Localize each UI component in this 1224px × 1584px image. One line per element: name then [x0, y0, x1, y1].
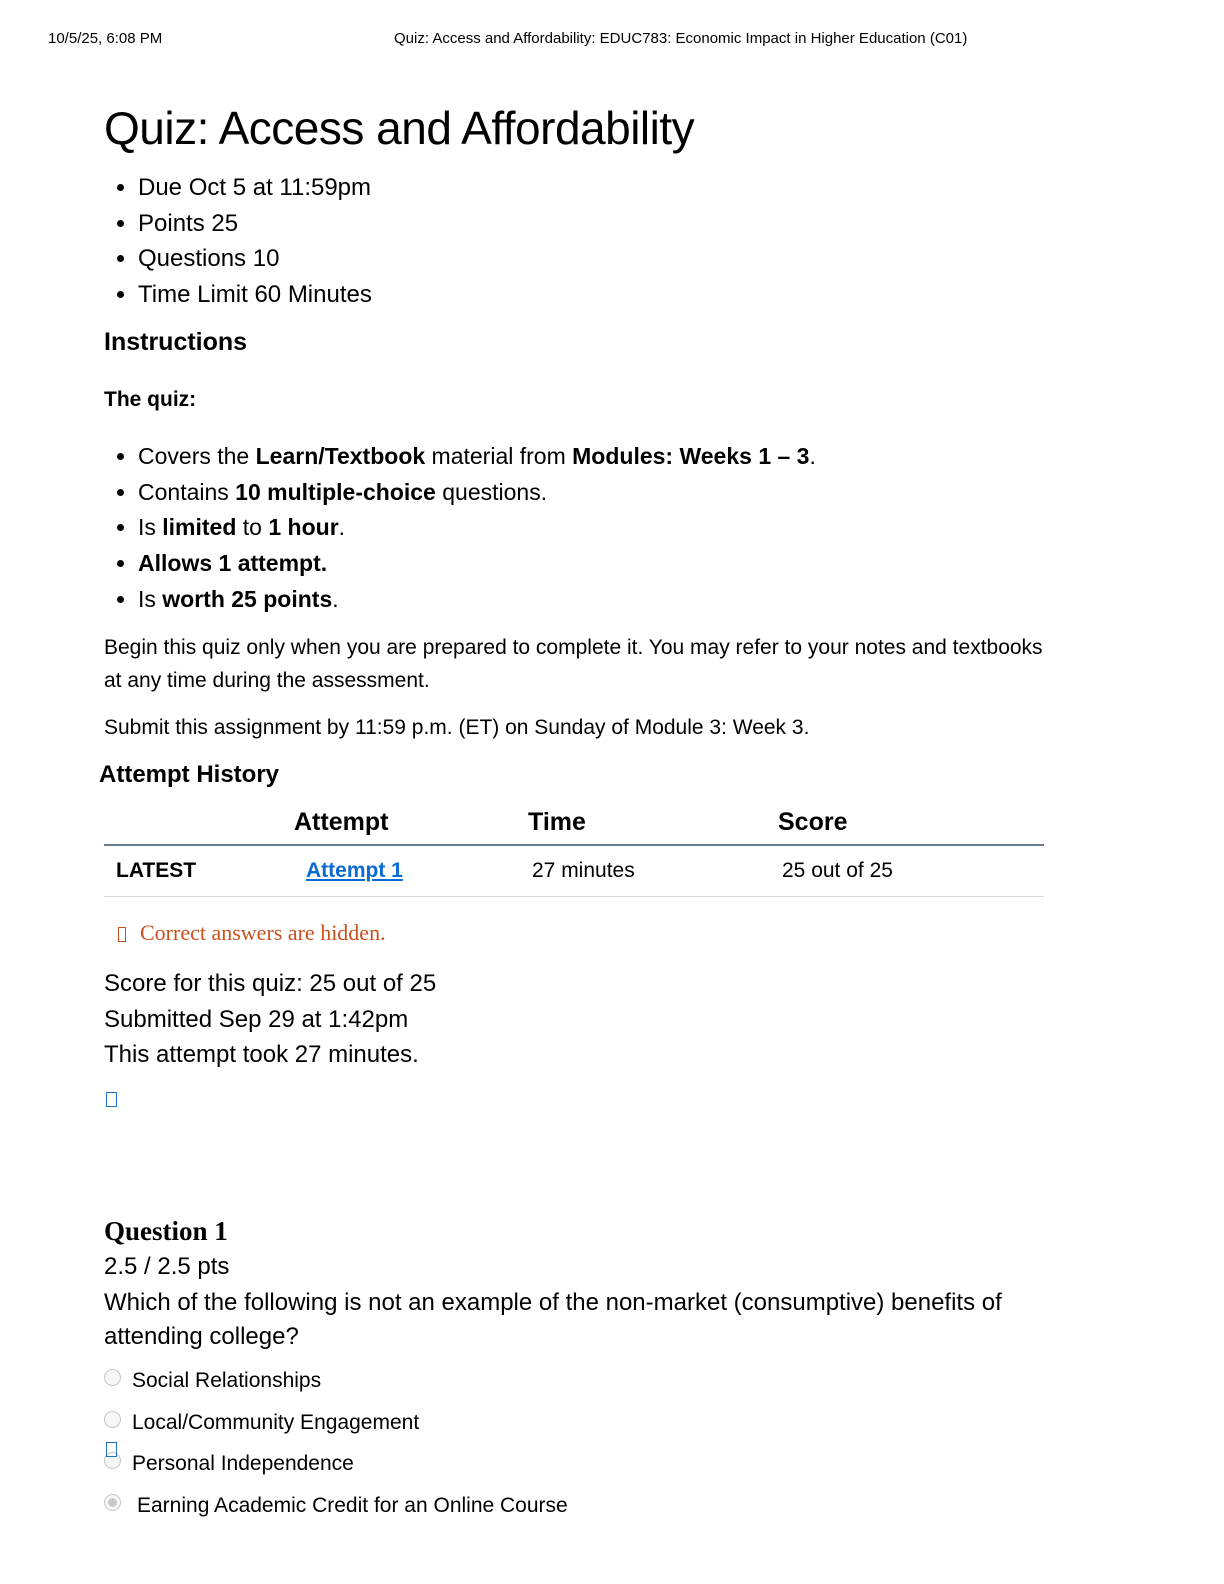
answer-label: Earning Academic Credit for an Online Course — [137, 1493, 568, 1517]
print-date: 10/5/25, 6:08 PM — [48, 30, 163, 47]
meta-points: • Points 25 — [138, 206, 1064, 242]
answer-label: Local/Community Engagement — [132, 1410, 420, 1434]
rule-item: • Is limited to 1 hour. — [138, 510, 1064, 546]
meta-time-limit: • Time Limit 60 Minutes — [138, 277, 1064, 313]
column-header-attempt: Attempt — [294, 800, 528, 845]
radio-button — [104, 1369, 121, 1386]
attempt-1-link[interactable]: Attempt 1 — [306, 859, 403, 882]
attempt-time: 27 minutes — [528, 845, 778, 897]
answer-label: Social Relationships — [132, 1369, 322, 1392]
radio-button-selected — [104, 1494, 121, 1511]
notice-text: Correct answers are hidden. — [140, 920, 386, 945]
attempt-history-table — [104, 800, 1044, 897]
radio-button — [104, 1411, 121, 1428]
quiz-rules-list — [104, 439, 1064, 618]
column-header-blank — [104, 800, 294, 845]
print-page-title: Quiz: Access and Affordability: EDUC783: Economic Impact in Higher Education (C01) — [394, 30, 968, 47]
question-title: Question 1 — [104, 1216, 228, 1246]
instructions-heading: Instructions — [104, 327, 248, 356]
meta-questions: • Questions 10 — [138, 241, 1064, 277]
page-title: Quiz: Access and Affordability — [104, 102, 695, 154]
question-text: Which of the following is not an example of the non-market (consumptive) benefits of attending college? — [104, 1289, 1002, 1350]
question-flag-icon[interactable] — [106, 1092, 117, 1107]
question-flag-icon[interactable] — [106, 1442, 117, 1457]
summary-duration: This attempt took 27 minutes. — [104, 1041, 419, 1068]
rule-item: • Is worth 25 points. — [138, 582, 1064, 618]
question-points: 2.5 / 2.5 pts — [104, 1253, 230, 1280]
rule-item: • Covers the Learn/Textbook material from Modules: Weeks 1 – 3. — [138, 439, 1064, 475]
begin-instructions: Begin this quiz only when you are prepared to complete it. You may refer to your notes and textbooks at any time during the assessment. — [104, 636, 1043, 693]
quiz-summary — [104, 966, 436, 1073]
quiz-label: The quiz: — [104, 387, 197, 411]
table-row — [104, 845, 1044, 897]
submit-instructions: Submit this assignment by 11:59 p.m. (ET) on Sunday of Module 3: Week 3. — [104, 716, 810, 740]
quiz-content — [99, 100, 1064, 1517]
info-icon — [118, 927, 126, 942]
rule-item: • Allows 1 attempt. — [138, 546, 1064, 582]
table-header-row — [104, 800, 1044, 845]
column-header-time: Time — [528, 800, 778, 845]
answer-label: Personal Independence — [132, 1452, 354, 1475]
column-header-score: Score — [778, 800, 1044, 845]
latest-label: LATEST — [104, 845, 294, 897]
attempt-score: 25 out of 25 — [778, 845, 1044, 897]
summary-score: Score for this quiz: 25 out of 25 — [104, 970, 437, 997]
meta-due: • Due Oct 5 at 11:59pm — [138, 170, 1064, 206]
attempt-history-heading: Attempt History — [99, 761, 280, 788]
correct-answers-hidden-notice — [118, 918, 386, 948]
print-header — [0, 30, 1224, 50]
quiz-meta-list — [104, 170, 1064, 313]
rule-item: • Contains 10 multiple-choice questions. — [138, 475, 1064, 511]
summary-submitted: Submitted Sep 29 at 1:42pm — [104, 1005, 409, 1033]
